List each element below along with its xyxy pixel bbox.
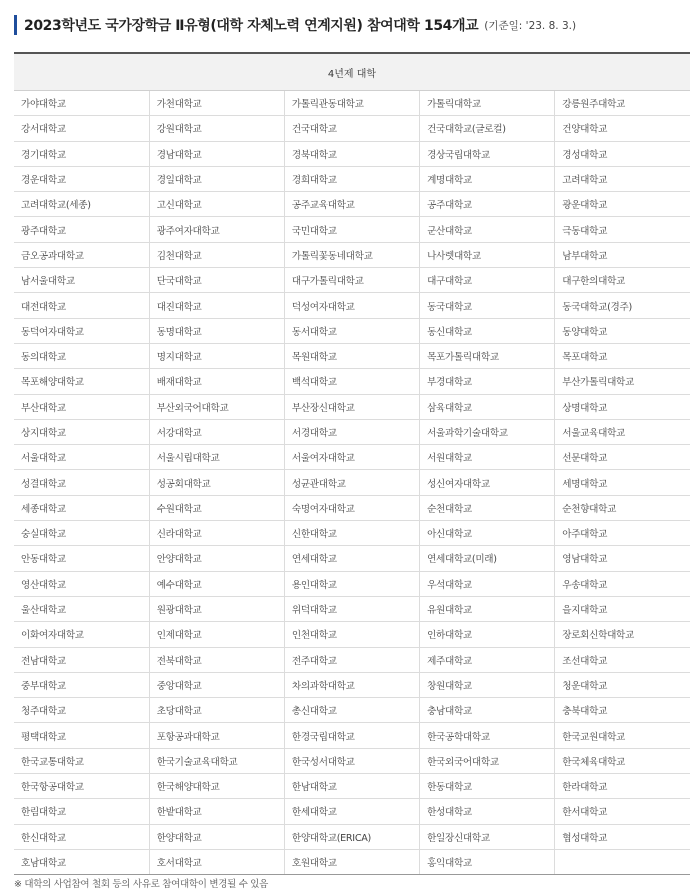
university-cell: 한서대학교 (555, 799, 690, 824)
university-cell: 조선대학교 (555, 647, 690, 672)
table-row (14, 596, 690, 621)
university-cell: 서울교육대학교 (555, 419, 690, 444)
university-cell: 전북대학교 (149, 647, 284, 672)
university-cell: 동양대학교 (555, 318, 690, 343)
university-cell: 한국기술교육대학교 (149, 748, 284, 773)
university-cell: 동서대학교 (284, 318, 419, 343)
table-row (14, 116, 690, 141)
university-cell: 고려대학교 (555, 166, 690, 191)
university-cell: 경북대학교 (284, 141, 419, 166)
university-cell: 서울과학기술대학교 (420, 419, 555, 444)
university-cell: 한국항공대학교 (14, 774, 149, 799)
university-cell: 한일장신대학교 (420, 824, 555, 849)
university-cell: 목포해양대학교 (14, 369, 149, 394)
university-cell: 한국성서대학교 (284, 748, 419, 773)
university-cell: 가톨릭꽃동네대학교 (284, 242, 419, 267)
university-cell: 경일대학교 (149, 166, 284, 191)
footnote: ※ 대학의 사업참여 철회 등의 사유로 참여대학이 변경될 수 있음 (14, 879, 269, 890)
university-cell: 평택대학교 (14, 723, 149, 748)
table-row (14, 192, 690, 217)
university-cell: 부산가톨릭대학교 (555, 369, 690, 394)
university-cell: 대구대학교 (420, 268, 555, 293)
university-cell: 고려대학교(세종) (14, 192, 149, 217)
university-cell: 국민대학교 (284, 217, 419, 242)
university-cell: 창원대학교 (420, 672, 555, 697)
table-row (14, 672, 690, 697)
university-cell: 숭실대학교 (14, 521, 149, 546)
university-cell: 제주대학교 (420, 647, 555, 672)
university-cell: 경희대학교 (284, 166, 419, 191)
table-row (14, 774, 690, 799)
university-table (14, 52, 690, 875)
university-cell: 호서대학교 (149, 849, 284, 874)
university-cell: 위덕대학교 (284, 596, 419, 621)
page-title-block (14, 14, 576, 36)
university-cell: 한림대학교 (14, 799, 149, 824)
university-cell: 경남대학교 (149, 141, 284, 166)
university-cell: 가톨릭대학교 (420, 91, 555, 116)
university-cell: 한동대학교 (420, 774, 555, 799)
university-cell: 남서울대학교 (14, 268, 149, 293)
university-cell: 영남대학교 (555, 546, 690, 571)
university-cell: 부경대학교 (420, 369, 555, 394)
university-cell: 경상국립대학교 (420, 141, 555, 166)
university-cell: 나사렛대학교 (420, 242, 555, 267)
university-cell: 가톨릭관동대학교 (284, 91, 419, 116)
university-cell: 신라대학교 (149, 521, 284, 546)
table-header-cell: 4년제 대학 (14, 53, 690, 91)
page-title: 2023학년도 국가장학금 Ⅱ유형(대학 자체노력 연계지원) 참여대학 154개교 (24, 18, 479, 34)
university-cell: 안동대학교 (14, 546, 149, 571)
university-cell: 수원대학교 (149, 495, 284, 520)
university-cell: 한경국립대학교 (284, 723, 419, 748)
university-cell: 예수대학교 (149, 571, 284, 596)
university-cell: 건양대학교 (555, 116, 690, 141)
university-cell: 우석대학교 (420, 571, 555, 596)
university-cell: 대전대학교 (14, 293, 149, 318)
table-row (14, 622, 690, 647)
university-cell: 한국외국어대학교 (420, 748, 555, 773)
table-row (14, 242, 690, 267)
university-cell: 홍익대학교 (420, 849, 555, 874)
university-cell: 대구한의대학교 (555, 268, 690, 293)
university-cell: 아주대학교 (555, 521, 690, 546)
university-cell: 김천대학교 (149, 242, 284, 267)
university-cell: 청주대학교 (14, 698, 149, 723)
table-row (14, 394, 690, 419)
university-cell: 건국대학교 (284, 116, 419, 141)
university-cell: 전남대학교 (14, 647, 149, 672)
university-cell: 배재대학교 (149, 369, 284, 394)
university-cell: 한남대학교 (284, 774, 419, 799)
university-cell: 성균관대학교 (284, 470, 419, 495)
university-cell: 계명대학교 (420, 166, 555, 191)
university-cell: 한국해양대학교 (149, 774, 284, 799)
university-cell: 선문대학교 (555, 445, 690, 470)
table-row (14, 698, 690, 723)
university-cell: 목원대학교 (284, 343, 419, 368)
university-cell: 호남대학교 (14, 849, 149, 874)
table-body (14, 91, 690, 875)
university-cell: 안양대학교 (149, 546, 284, 571)
university-cell: 협성대학교 (555, 824, 690, 849)
university-cell: 충남대학교 (420, 698, 555, 723)
university-cell: 고신대학교 (149, 192, 284, 217)
university-cell: 명지대학교 (149, 343, 284, 368)
table-row (14, 521, 690, 546)
university-cell: 동국대학교 (420, 293, 555, 318)
university-cell: 초당대학교 (149, 698, 284, 723)
university-cell: 성결대학교 (14, 470, 149, 495)
university-cell (555, 849, 690, 874)
university-cell: 서울여자대학교 (284, 445, 419, 470)
university-cell: 순천대학교 (420, 495, 555, 520)
university-cell: 유원대학교 (420, 596, 555, 621)
university-cell: 한국체육대학교 (555, 748, 690, 773)
university-cell: 충북대학교 (555, 698, 690, 723)
university-cell: 원광대학교 (149, 596, 284, 621)
table-row (14, 546, 690, 571)
table-row (14, 419, 690, 444)
university-cell: 대구가톨릭대학교 (284, 268, 419, 293)
university-cell: 경성대학교 (555, 141, 690, 166)
university-cell: 광운대학교 (555, 192, 690, 217)
university-cell: 인천대학교 (284, 622, 419, 647)
reference-date: (기준일: '23. 8. 3.) (484, 19, 577, 32)
university-cell: 울산대학교 (14, 596, 149, 621)
university-cell: 연세대학교 (284, 546, 419, 571)
university-cell: 중부대학교 (14, 672, 149, 697)
university-cell: 서원대학교 (420, 445, 555, 470)
university-cell: 포항공과대학교 (149, 723, 284, 748)
table-row (14, 647, 690, 672)
title-accent-bar (14, 15, 17, 35)
university-cell: 숙명여자대학교 (284, 495, 419, 520)
university-cell: 목포가톨릭대학교 (420, 343, 555, 368)
university-cell: 한국교통대학교 (14, 748, 149, 773)
university-cell: 강원대학교 (149, 116, 284, 141)
table-row (14, 470, 690, 495)
table-row (14, 318, 690, 343)
table-header-row (14, 53, 690, 91)
university-cell: 한국공학대학교 (420, 723, 555, 748)
table-row (14, 445, 690, 470)
university-cell: 인제대학교 (149, 622, 284, 647)
university-cell: 연세대학교(미래) (420, 546, 555, 571)
university-cell: 덕성여자대학교 (284, 293, 419, 318)
university-cell: 공주대학교 (420, 192, 555, 217)
university-cell: 극동대학교 (555, 217, 690, 242)
university-cell: 한양대학교(ERICA) (284, 824, 419, 849)
table-row (14, 824, 690, 849)
university-cell: 가천대학교 (149, 91, 284, 116)
table-row (14, 268, 690, 293)
university-cell: 세명대학교 (555, 470, 690, 495)
university-cell: 동신대학교 (420, 318, 555, 343)
university-cell: 전주대학교 (284, 647, 419, 672)
university-cell: 단국대학교 (149, 268, 284, 293)
university-cell: 백석대학교 (284, 369, 419, 394)
university-cell: 영산대학교 (14, 571, 149, 596)
university-cell: 용인대학교 (284, 571, 419, 596)
university-cell: 청운대학교 (555, 672, 690, 697)
university-cell: 총신대학교 (284, 698, 419, 723)
university-cell: 대진대학교 (149, 293, 284, 318)
university-cell: 서강대학교 (149, 419, 284, 444)
table-row (14, 343, 690, 368)
university-cell: 성공회대학교 (149, 470, 284, 495)
university-cell: 이화여자대학교 (14, 622, 149, 647)
university-cell: 장로회신학대학교 (555, 622, 690, 647)
table-row (14, 91, 690, 116)
university-cell: 중앙대학교 (149, 672, 284, 697)
table-row (14, 141, 690, 166)
university-cell: 동의대학교 (14, 343, 149, 368)
university-cell: 한밭대학교 (149, 799, 284, 824)
university-cell: 순천향대학교 (555, 495, 690, 520)
university-cell: 동국대학교(경주) (555, 293, 690, 318)
university-cell: 경기대학교 (14, 141, 149, 166)
university-cell: 한성대학교 (420, 799, 555, 824)
university-cell: 서경대학교 (284, 419, 419, 444)
table-row (14, 723, 690, 748)
university-cell: 공주교육대학교 (284, 192, 419, 217)
university-cell: 군산대학교 (420, 217, 555, 242)
university-cell: 부산외국어대학교 (149, 394, 284, 419)
university-cell: 광주여자대학교 (149, 217, 284, 242)
university-cell: 한신대학교 (14, 824, 149, 849)
university-cell: 인하대학교 (420, 622, 555, 647)
university-cell: 한라대학교 (555, 774, 690, 799)
university-cell: 성신여자대학교 (420, 470, 555, 495)
university-cell: 삼육대학교 (420, 394, 555, 419)
university-cell: 아신대학교 (420, 521, 555, 546)
university-cell: 건국대학교(글로컬) (420, 116, 555, 141)
university-cell: 상명대학교 (555, 394, 690, 419)
university-cell: 호원대학교 (284, 849, 419, 874)
table-row (14, 293, 690, 318)
university-cell: 한세대학교 (284, 799, 419, 824)
university-cell: 광주대학교 (14, 217, 149, 242)
university-cell: 한국교원대학교 (555, 723, 690, 748)
table-row (14, 799, 690, 824)
university-cell: 서울시립대학교 (149, 445, 284, 470)
table-row (14, 166, 690, 191)
university-cell: 가야대학교 (14, 91, 149, 116)
university-cell: 부산대학교 (14, 394, 149, 419)
university-cell: 강서대학교 (14, 116, 149, 141)
university-cell: 신한대학교 (284, 521, 419, 546)
university-cell: 차의과학대학교 (284, 672, 419, 697)
university-cell: 서울대학교 (14, 445, 149, 470)
university-cell: 동덕여자대학교 (14, 318, 149, 343)
table-row (14, 217, 690, 242)
university-cell: 목포대학교 (555, 343, 690, 368)
university-cell: 금오공과대학교 (14, 242, 149, 267)
university-cell: 부산장신대학교 (284, 394, 419, 419)
university-cell: 한양대학교 (149, 824, 284, 849)
table-row (14, 849, 690, 874)
table-row (14, 369, 690, 394)
university-cell: 경운대학교 (14, 166, 149, 191)
university-cell: 우송대학교 (555, 571, 690, 596)
university-cell: 상지대학교 (14, 419, 149, 444)
university-cell: 남부대학교 (555, 242, 690, 267)
table-row (14, 495, 690, 520)
table-row (14, 571, 690, 596)
university-cell: 강릉원주대학교 (555, 91, 690, 116)
table-row (14, 748, 690, 773)
university-cell: 동명대학교 (149, 318, 284, 343)
university-cell: 을지대학교 (555, 596, 690, 621)
university-table-container (14, 52, 690, 875)
university-cell: 세종대학교 (14, 495, 149, 520)
